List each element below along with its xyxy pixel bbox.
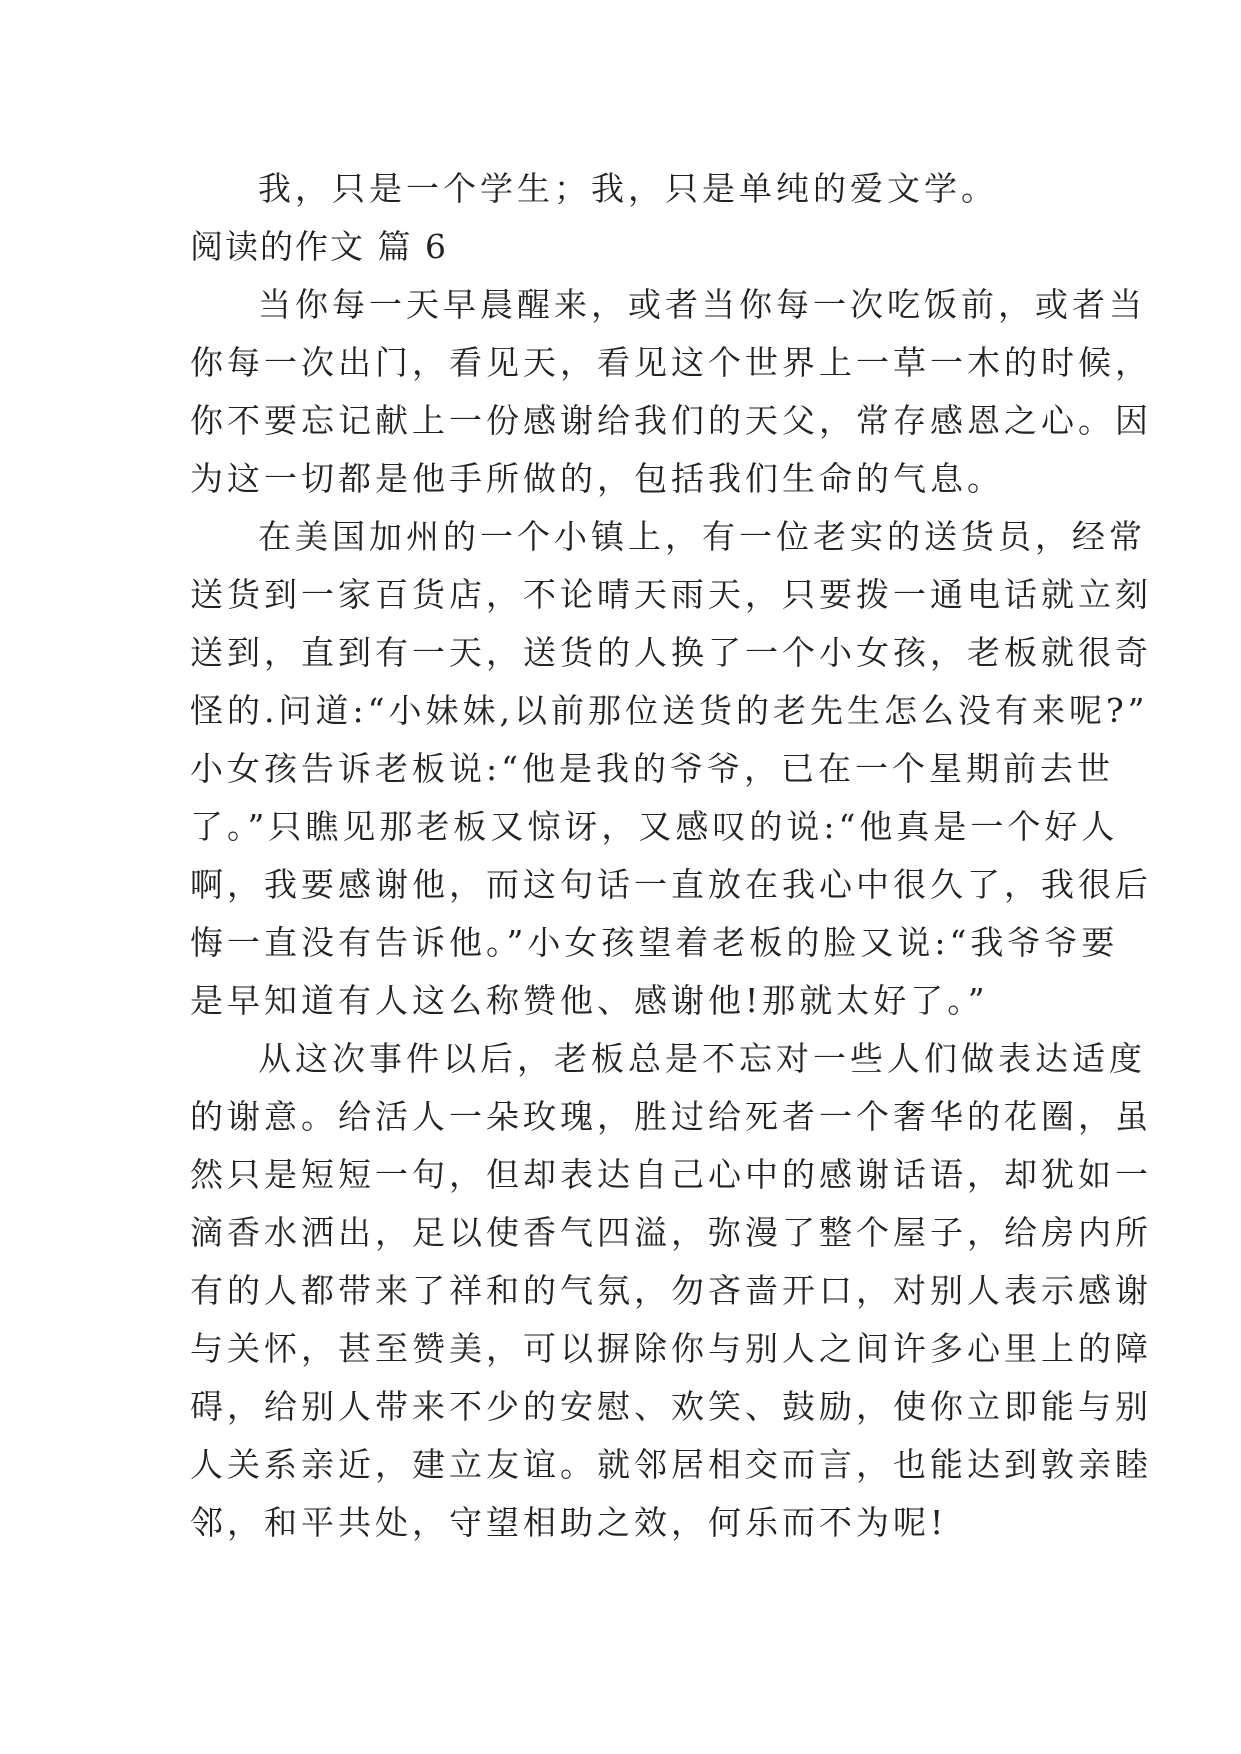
paragraph-line: 当你每一天早晨醒来，或者当你每一次吃饭前，或者当 [258,285,1146,324]
paragraph-line: 小女孩告诉老板说:“他是我的爷爷，已在一个星期前去世 [190,749,1114,788]
paragraph-line: 了。”只瞧见那老板又惊讶，又感叹的说:“他真是一个好人 [190,807,1119,846]
paragraph-line: 送货到一家百货店，不论晴天雨天，只要拨一通电话就立刻 [190,575,1152,614]
paragraph-line: 滴香水洒出，足以使香气四溢，弥漫了整个屋子，给房内所 [190,1213,1152,1252]
section-title: 阅读的作文 篇 6 [190,227,448,266]
paragraph-line: 怪的.问道:“小妹妹,以前那位送货的老先生怎么没有来呢?” [190,691,1149,730]
intro-line: 我，只是一个学生；我，只是单纯的爱文学。 [258,169,998,208]
paragraph-line: 为这一切都是他手所做的，包括我们生命的气息。 [190,459,1004,498]
paragraph-line: 啊，我要感谢他，而这句话一直放在我心中很久了，我很后 [190,865,1152,904]
paragraph-line: 然只是短短一句，但却表达自己心中的感谢话语，却犹如一 [190,1155,1152,1194]
paragraph-line: 悔一直没有告诉他。”小女孩望着老板的脸又说:“我爷爷要 [190,923,1119,962]
paragraph-line: 有的人都带来了祥和的气氛，勿吝啬开口，对别人表示感谢 [190,1271,1152,1310]
paragraph-line: 在美国加州的一个小镇上，有一位老实的送货员，经常 [258,517,1146,556]
document-body [190,160,1152,1552]
paragraph-1 [190,276,1152,508]
paragraph-line: 是早知道有人这么称赞他、感谢他!那就太好了。” [190,981,989,1020]
paragraph-line: 送到，直到有一天，送货的人换了一个小女孩，老板就很奇 [190,633,1152,672]
paragraph-line: 从这次事件以后，老板总是不忘对一些人们做表达适度 [258,1039,1146,1078]
paragraph-line: 人关系亲近，建立友谊。就邻居相交而言，也能达到敦亲睦 [190,1445,1152,1484]
paragraph-2 [190,508,1152,1030]
paragraph-line: 你不要忘记献上一份感谢给我们的天父，常存感恩之心。因 [190,401,1152,440]
paragraph-line: 与关怀，甚至赞美，可以摒除你与别人之间许多心里上的障 [190,1329,1152,1368]
paragraph-line: 你每一次出门，看见天，看见这个世界上一草一木的时候， [190,343,1152,382]
paragraph-line: 的谢意。给活人一朵玫瑰，胜过给死者一个奢华的花圈，虽 [190,1097,1152,1136]
paragraph-3 [190,1030,1152,1552]
paragraph-line: 碍，给别人带来不少的安慰、欢笑、鼓励，使你立即能与别 [190,1387,1152,1426]
paragraph-line: 邻，和平共处，守望相助之效，何乐而不为呢! [190,1503,948,1542]
